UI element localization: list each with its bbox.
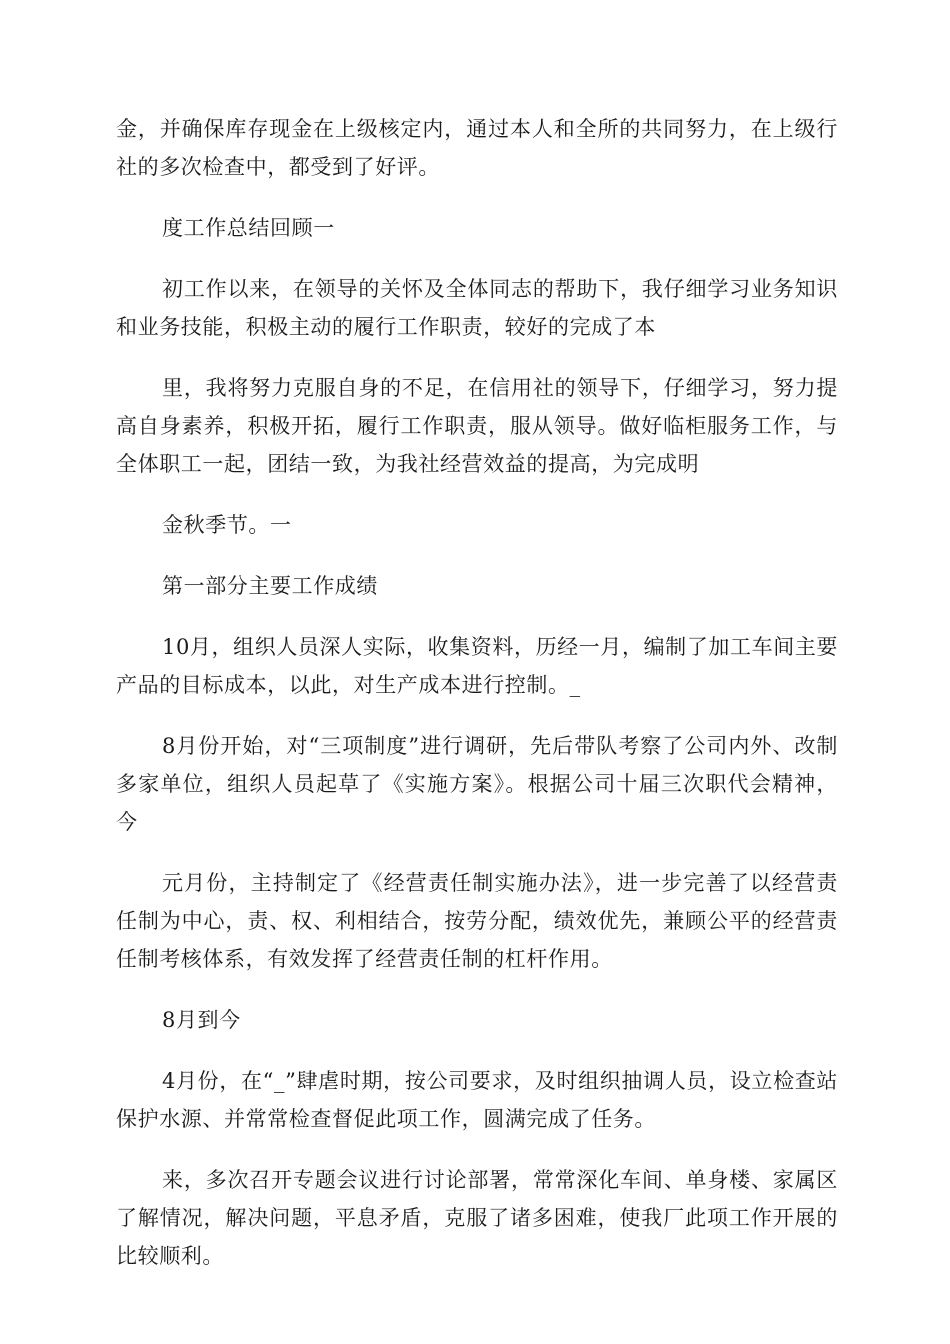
paragraph-8: 8月份开始，对“三项制度”进行调研，先后带队考察了公司内外、改制多家单位，组织人员起草了《实施方案》。根据公司十届三次职代会精神，今 <box>116 734 838 834</box>
paragraph-2: 度工作总结回顾一 <box>162 216 335 240</box>
paragraph-9: 元月份，主持制定了《经营责任制实施办法》，进一步完善了以经营责任制为中心，责、权、利相结合，按劳分配，绩效优先，兼顾公平的经营责任制考核体系，有效发挥了经营责任制的杠杆作用。 <box>116 871 838 971</box>
paragraph-5: 金秋季节。一 <box>162 513 292 537</box>
paragraph-6: 第一部分主要工作成绩 <box>162 574 378 598</box>
paragraph-1: 金，并确保库存现金在上级核定内，通过本人和全所的共同努力，在上级行社的多次检查中，都受到了好评。 <box>116 117 838 179</box>
paragraph-12: 来，多次召开专题会议进行讨论部署，常常深化车间、单身楼、家属区了解情况，解决问题，平息矛盾，克服了诸多困难，使我厂此项工作开展的比较顺利。 <box>116 1168 838 1268</box>
paragraph-7: 10月，组织人员深人实际，收集资料，历经一月，编制了加工车间主要产品的目标成本，以此，对生产成本进行控制。_ <box>116 635 838 697</box>
paragraph-10: 8月到今 <box>162 1008 241 1032</box>
paragraph-3: 初工作以来，在领导的关怀及全体同志的帮助下，我仔细学习业务知识和业务技能，积极主动的履行工作职责，较好的完成了本 <box>116 277 838 339</box>
paragraph-4: 里，我将努力克服自身的不足，在信用社的领导下，仔细学习，努力提高自身素养，积极开拓，履行工作职责，服从领导。做好临柜服务工作，与全体职工一起，团结一致，为我社经营效益的提高，为完成明 <box>116 376 838 476</box>
document-body <box>116 110 838 1298</box>
paragraph-11: 4月份，在“_”肆虐时期，按公司要求，及时组织抽调人员，设立检查站保护水源、并常常检查督促此项工作，圆满完成了任务。 <box>116 1069 838 1131</box>
